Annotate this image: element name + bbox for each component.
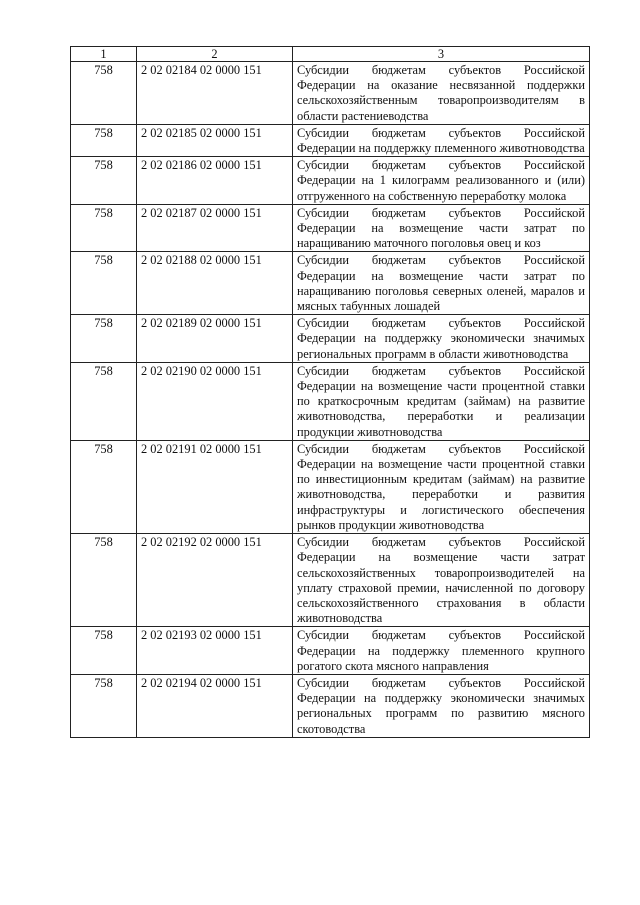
description-cell: Субсидии бюджетам субъектов Российской Федерации на поддержку экономически значимых региональных программ в области животноводства bbox=[293, 315, 590, 363]
description-cell: Субсидии бюджетам субъектов Российской Федерации на 1 килограмм реализованного и (или) отгруженного на собственную переработку молока bbox=[293, 157, 590, 205]
column-header-1: 1 bbox=[71, 47, 137, 62]
table-row bbox=[71, 62, 590, 125]
table-row bbox=[71, 252, 590, 315]
description-cell: Субсидии бюджетам субъектов Российской Федерации на поддержку племенного крупного рогатого скота мясного направления bbox=[293, 627, 590, 675]
column-header-3: 3 bbox=[293, 47, 590, 62]
budget-code-cell: 2 02 02187 02 0000 151 bbox=[137, 204, 293, 252]
admin-code-cell: 758 bbox=[71, 204, 137, 252]
admin-code-cell: 758 bbox=[71, 124, 137, 156]
table-row bbox=[71, 204, 590, 252]
description-cell: Субсидии бюджетам субъектов Российской Федерации на возмещение части процентной ставки по краткосрочным кредитам (займам) на развитие животноводства, переработки и реализации продукции животноводства bbox=[293, 362, 590, 440]
admin-code-cell: 758 bbox=[71, 362, 137, 440]
description-cell: Субсидии бюджетам субъектов Российской Федерации на возмещение части затрат сельскохозяйственных товаропроизводителей на уплату страховой премии, начисленной по договору сельскохозяйственного страхования в области животноводства bbox=[293, 534, 590, 627]
table-row bbox=[71, 440, 590, 533]
budget-code-cell: 2 02 02191 02 0000 151 bbox=[137, 440, 293, 533]
table-row bbox=[71, 674, 590, 737]
budget-code-cell: 2 02 02185 02 0000 151 bbox=[137, 124, 293, 156]
table-row bbox=[71, 315, 590, 363]
admin-code-cell: 758 bbox=[71, 157, 137, 205]
budget-code-cell: 2 02 02193 02 0000 151 bbox=[137, 627, 293, 675]
admin-code-cell: 758 bbox=[71, 440, 137, 533]
table-body bbox=[71, 47, 590, 738]
table-row bbox=[71, 124, 590, 156]
budget-code-cell: 2 02 02186 02 0000 151 bbox=[137, 157, 293, 205]
table-row bbox=[71, 627, 590, 675]
admin-code-cell: 758 bbox=[71, 674, 137, 737]
admin-code-cell: 758 bbox=[71, 534, 137, 627]
budget-code-cell: 2 02 02188 02 0000 151 bbox=[137, 252, 293, 315]
budget-classification-table bbox=[70, 46, 590, 738]
description-cell: Субсидии бюджетам субъектов Российской Федерации на поддержку экономически значимых региональных программ по развитию мясного скотоводства bbox=[293, 674, 590, 737]
column-header-2: 2 bbox=[137, 47, 293, 62]
budget-code-cell: 2 02 02192 02 0000 151 bbox=[137, 534, 293, 627]
budget-code-cell: 2 02 02194 02 0000 151 bbox=[137, 674, 293, 737]
budget-code-cell: 2 02 02190 02 0000 151 bbox=[137, 362, 293, 440]
admin-code-cell: 758 bbox=[71, 627, 137, 675]
table-row bbox=[71, 362, 590, 440]
table-row bbox=[71, 157, 590, 205]
description-cell: Субсидии бюджетам субъектов Российской Федерации на возмещение части процентной ставки по инвестиционным кредитам (займам) на развитие животноводства, переработки и развития инфраструктуры и логистического обеспечения рынков продукции животноводства bbox=[293, 440, 590, 533]
description-cell: Субсидии бюджетам субъектов Российской Федерации на оказание несвязанной поддержки сельскохозяйственным товаропроизводителям в области растениеводства bbox=[293, 62, 590, 125]
budget-code-cell: 2 02 02189 02 0000 151 bbox=[137, 315, 293, 363]
table-row bbox=[71, 534, 590, 627]
admin-code-cell: 758 bbox=[71, 252, 137, 315]
description-cell: Субсидии бюджетам субъектов Российской Федерации на возмещение части затрат по наращиванию маточного поголовья овец и коз bbox=[293, 204, 590, 252]
budget-code-cell: 2 02 02184 02 0000 151 bbox=[137, 62, 293, 125]
description-cell: Субсидии бюджетам субъектов Российской Федерации на поддержку племенного животноводства bbox=[293, 124, 590, 156]
admin-code-cell: 758 bbox=[71, 62, 137, 125]
table-header-row bbox=[71, 47, 590, 62]
admin-code-cell: 758 bbox=[71, 315, 137, 363]
description-cell: Субсидии бюджетам субъектов Российской Федерации на возмещение части затрат по наращиванию поголовья северных оленей, маралов и мясных табунных лошадей bbox=[293, 252, 590, 315]
